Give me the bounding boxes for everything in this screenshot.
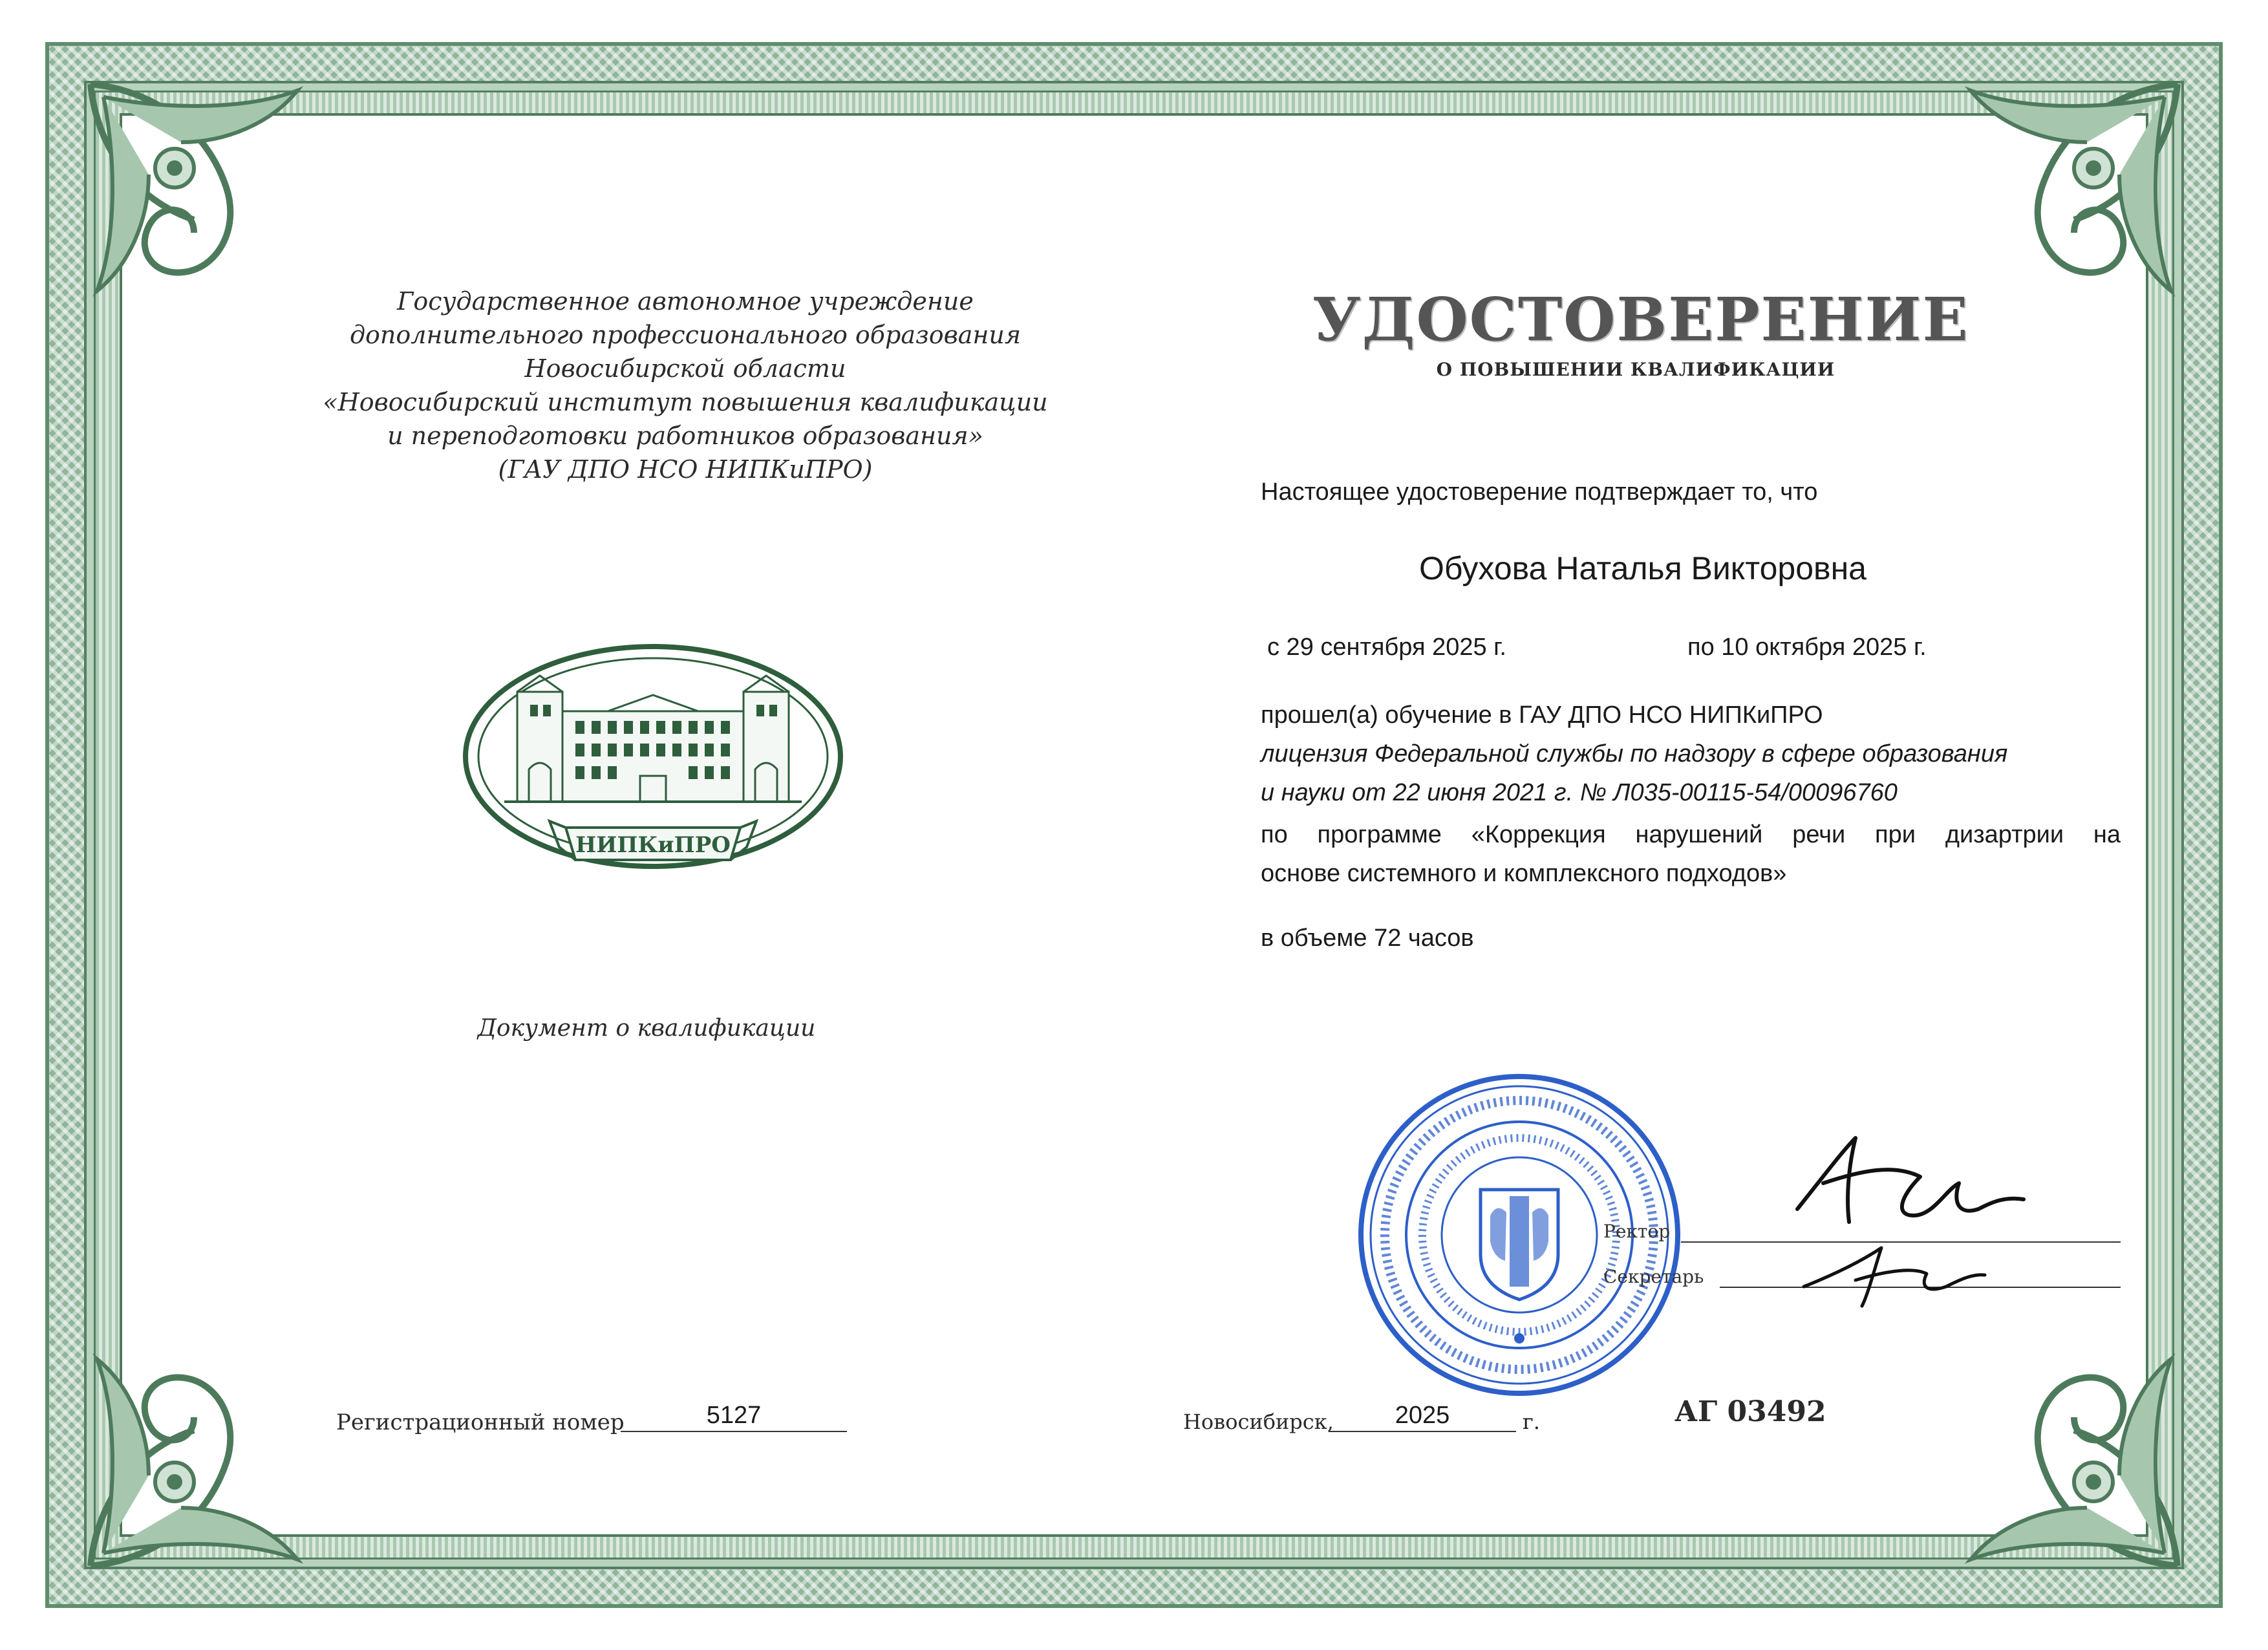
signature-label-secretary: Секретарь [1603,1266,1704,1287]
institution-name-block [272,284,1099,486]
document-series-number: АГ 03492 [1674,1395,1826,1428]
institute-logo [453,640,853,899]
registration-label: Регистрационный номер [336,1409,625,1435]
license-line-1: лицензия Федеральной службы по надзору в сфере образования [1261,740,2008,767]
corner-ornament-top-left [78,71,323,317]
issue-year: 2025 [1329,1402,1516,1432]
secretary-signature-icon [1797,1235,1991,1312]
corner-ornament-bottom-left [78,1333,323,1579]
institution-line: и переподготовки работников образования» [387,422,983,450]
recipient-name: Обухова Наталья Викторовна [1419,550,1867,586]
license-line-2: и науки от 22 июня 2021 г. № Л035-00115-54/00096760 [1261,779,1898,806]
certificate-title: УДОСТОВЕРЕНИЕ [1312,284,1969,354]
registration-number: 5127 [621,1402,847,1432]
date-from: с 29 сентября 2025 г. [1267,634,1506,661]
logo-label: НИПКиПРО [575,832,731,858]
institution-line: (ГАУ ДПО НСО НИПКиПРО) [498,455,873,484]
confirm-statement: Настоящее удостоверение подтверждает то, что [1261,478,1818,506]
date-to: по 10 октября 2025 г. [1687,634,1927,661]
building-icon [517,676,789,802]
corner-ornament-top-right [1945,71,2190,317]
institution-line: Новосибирской области [524,354,846,383]
program-line-1: по программе «Коррекция нарушений речи при дизартрии на [1261,821,2121,848]
institution-line: дополнительного профессионального образования [349,321,1022,349]
program-line-2: основе системного и комплексного подходов» [1261,860,1787,887]
corner-ornament-bottom-right [1945,1333,2190,1579]
institution-line: Государственное автономное учреждение [397,287,974,316]
institution-line: «Новосибирский институт повышения квалификации [323,388,1048,416]
issue-city: Новосибирск, [1183,1409,1334,1434]
certificate-subtitle: О ПОВЫШЕНИИ КВАЛИФИКАЦИИ [1436,359,1835,380]
course-volume: в объеме 72 часов [1261,925,1474,952]
document-qualification-label: Документ о квалификации [477,1015,816,1042]
training-statement: прошел(а) обучение в ГАУ ДПО НСО НИПКиПРО [1261,702,1823,729]
signature-label-rector: Ректор [1603,1221,1671,1242]
issue-year-suffix: г. [1523,1409,1540,1434]
rector-signature-icon [1784,1125,2030,1241]
